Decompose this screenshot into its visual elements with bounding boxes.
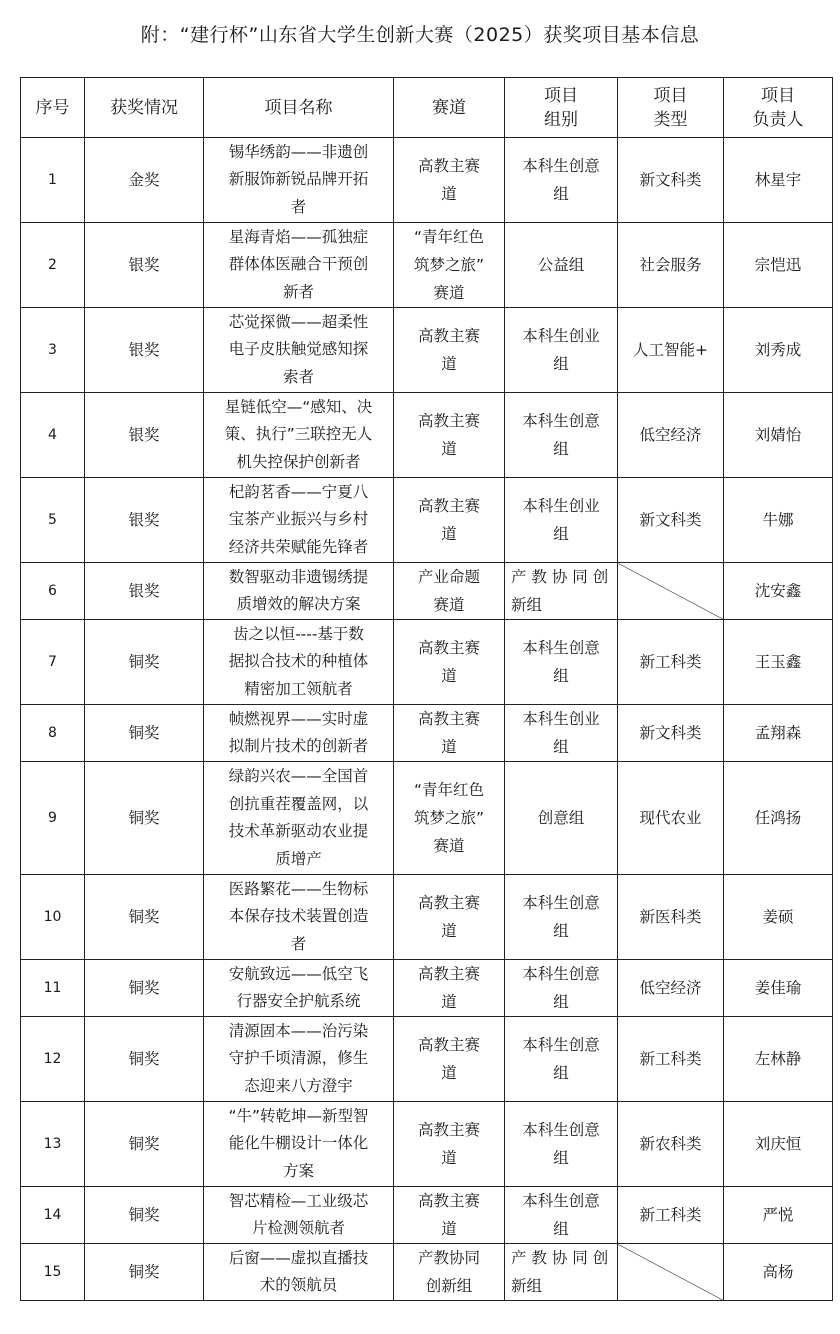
header-group xyxy=(505,78,618,138)
project-type: 人工智能+ xyxy=(618,308,724,393)
project-name-line: 清源固本——治污染 xyxy=(228,1021,369,1040)
award-level: 铜奖 xyxy=(85,875,204,960)
track xyxy=(394,762,505,875)
group-line: 组 xyxy=(553,1220,569,1238)
award-level: 铜奖 xyxy=(85,705,204,762)
project-name-line: 拟制片技术的创新者 xyxy=(228,737,369,755)
project-type: 低空经济 xyxy=(618,960,724,1017)
row-number: 10 xyxy=(21,875,85,960)
project-name-line: 态迎来八方澄宇 xyxy=(244,1076,353,1095)
header-group-line: 项目 xyxy=(544,85,578,106)
header-track: 赛道 xyxy=(394,78,505,138)
project-name xyxy=(204,762,394,875)
group-line: 本科生创意 xyxy=(522,965,600,983)
table-row xyxy=(21,762,833,875)
project-name-line: 质增产 xyxy=(275,849,322,868)
row-number: 2 xyxy=(21,223,85,308)
header-row xyxy=(21,78,833,138)
project-name xyxy=(204,478,394,563)
table-row xyxy=(21,1244,833,1301)
award-level: 银奖 xyxy=(85,393,204,478)
track-line: 道 xyxy=(441,440,457,458)
table-row xyxy=(21,1102,833,1187)
project-type: 新医科类 xyxy=(618,875,724,960)
track-line: 高教主赛 xyxy=(417,894,480,912)
award-level: 铜奖 xyxy=(85,1017,204,1102)
track-line: 高教主赛 xyxy=(417,412,480,430)
group-line: 组 xyxy=(553,993,569,1011)
project-name-line: 医路繁花——生物标 xyxy=(228,879,369,898)
group-line: 本科生创意 xyxy=(522,639,600,657)
group-line: 组 xyxy=(553,355,569,373)
project-group xyxy=(505,960,618,1017)
project-type: 社会服务 xyxy=(618,223,724,308)
project-name-line: 创抗重茬覆盖网，以 xyxy=(228,794,369,813)
table-row xyxy=(21,705,833,762)
project-name xyxy=(204,308,394,393)
project-group xyxy=(505,762,618,875)
track xyxy=(394,478,505,563)
project-name-line: 群体体医融合干预创 xyxy=(228,255,369,274)
project-name-line: 齿之以恒----基于数 xyxy=(233,624,364,643)
award-table xyxy=(20,77,833,1301)
group-line: 组 xyxy=(553,1064,569,1082)
project-name-line: 安航致远——低空飞 xyxy=(228,964,369,983)
project-group xyxy=(505,620,618,705)
project-leader: 刘秀成 xyxy=(724,308,833,393)
project-name-line: 术的领航员 xyxy=(259,1276,338,1294)
table-row xyxy=(21,1017,833,1102)
header-award: 获奖情况 xyxy=(85,78,204,138)
group-line: 新组 xyxy=(511,596,543,614)
track-line: 高教主赛 xyxy=(417,497,480,515)
project-leader: 牛娜 xyxy=(724,478,833,563)
row-number: 3 xyxy=(21,308,85,393)
project-name-line: 行器安全护航系统 xyxy=(236,992,361,1010)
project-name xyxy=(204,563,394,620)
award-level: 银奖 xyxy=(85,223,204,308)
award-level: 铜奖 xyxy=(85,960,204,1017)
row-number: 13 xyxy=(21,1102,85,1187)
track-line: 高教主赛 xyxy=(417,710,480,728)
project-leader: 姜佳瑜 xyxy=(724,960,833,1017)
table-row xyxy=(21,1187,833,1244)
track-line: 道 xyxy=(441,993,457,1011)
project-type: 新工科类 xyxy=(618,620,724,705)
project-name xyxy=(204,138,394,223)
track xyxy=(394,960,505,1017)
award-level: 银奖 xyxy=(85,478,204,563)
group-line: 本科生创意 xyxy=(522,1192,600,1210)
track xyxy=(394,393,505,478)
track xyxy=(394,223,505,308)
group-line: 组 xyxy=(553,667,569,685)
project-group xyxy=(505,875,618,960)
project-group xyxy=(505,1102,618,1187)
project-name xyxy=(204,1017,394,1102)
project-name xyxy=(204,875,394,960)
track-line: 高教主赛 xyxy=(417,639,480,657)
header-no: 序号 xyxy=(21,78,85,138)
page-title: 附：“建行杯”山东省大学生创新大赛（2025）获奖项目基本信息 xyxy=(140,24,700,46)
track xyxy=(394,1244,505,1301)
project-leader: 姜硕 xyxy=(724,875,833,960)
project-name-line: 经济共荣赋能先锋者 xyxy=(228,537,369,556)
table-row xyxy=(21,563,833,620)
project-leader: 林星宇 xyxy=(724,138,833,223)
header-leader-line: 负责人 xyxy=(752,109,804,130)
project-name-line: 本保存技术装置创造 xyxy=(228,907,369,926)
project-name-line: 杞韵茗香——宁夏八 xyxy=(228,482,369,501)
track-line: 高教主赛 xyxy=(417,327,480,345)
row-number: 12 xyxy=(21,1017,85,1102)
project-name-line: 芯觉探微——超柔性 xyxy=(228,312,369,331)
table-row xyxy=(21,393,833,478)
project-type-empty-diagonal xyxy=(618,563,724,620)
table-body xyxy=(21,138,833,1301)
project-group xyxy=(505,705,618,762)
project-name xyxy=(204,960,394,1017)
project-name xyxy=(204,1244,394,1301)
group-line: 产 教 协 同 创 xyxy=(511,568,609,586)
project-group xyxy=(505,223,618,308)
track-line: “青年红色 xyxy=(413,781,485,799)
award-level: 铜奖 xyxy=(85,1244,204,1301)
project-name-line: 策、执行”三联控无人 xyxy=(224,425,373,444)
track-line: 道 xyxy=(441,1149,457,1167)
track-line: 道 xyxy=(441,1064,457,1082)
group-line: 本科生创意 xyxy=(522,1121,600,1139)
group-line: 本科生创意 xyxy=(522,1036,600,1054)
track-line: 道 xyxy=(441,355,457,373)
award-level: 铜奖 xyxy=(85,1187,204,1244)
project-name-line: 后窗——虚拟直播技 xyxy=(228,1248,369,1267)
header-leader xyxy=(724,78,833,138)
project-name-line: 锡华绣韵——非遗创 xyxy=(228,142,369,161)
award-level: 银奖 xyxy=(85,563,204,620)
project-name xyxy=(204,393,394,478)
project-type: 新农科类 xyxy=(618,1102,724,1187)
award-level: 铜奖 xyxy=(85,620,204,705)
group-line: 组 xyxy=(553,185,569,203)
table-row xyxy=(21,875,833,960)
project-group xyxy=(505,478,618,563)
track xyxy=(394,563,505,620)
project-name-line: 电子皮肤触觉感知探 xyxy=(228,340,369,359)
row-number: 1 xyxy=(21,138,85,223)
row-number: 15 xyxy=(21,1244,85,1301)
track xyxy=(394,1017,505,1102)
project-type: 新工科类 xyxy=(618,1017,724,1102)
project-type: 新文科类 xyxy=(618,705,724,762)
header-type-line: 类型 xyxy=(653,109,688,130)
project-name-line: 机失控保护创新者 xyxy=(236,452,361,471)
project-name xyxy=(204,620,394,705)
project-name-line: 数智驱动非遗锡绣提 xyxy=(228,567,369,586)
track xyxy=(394,875,505,960)
track-line: 道 xyxy=(441,922,457,940)
project-name-line: 帧燃视界——实时虚 xyxy=(228,709,369,728)
award-level: 金奖 xyxy=(85,138,204,223)
track-line: 高教主赛 xyxy=(417,1192,480,1210)
project-name-line: 索者 xyxy=(282,367,314,386)
project-group xyxy=(505,1244,618,1301)
group-line: 本科生创业 xyxy=(522,327,600,345)
track-line: 筑梦之旅” xyxy=(413,809,485,827)
project-group xyxy=(505,308,618,393)
header-group-line: 组别 xyxy=(544,109,578,130)
project-leader: 孟翔森 xyxy=(724,705,833,762)
table-row xyxy=(21,308,833,393)
table-row xyxy=(21,960,833,1017)
track-line: 赛道 xyxy=(433,284,465,302)
group-line: 本科生创业 xyxy=(522,710,600,728)
track-line: 高教主赛 xyxy=(417,157,480,175)
project-name-line: 星链低空—“感知、决 xyxy=(224,397,373,416)
table-row xyxy=(21,620,833,705)
group-line: 本科生创意 xyxy=(522,894,600,912)
project-name-line: 守护千顷清源，修生 xyxy=(228,1049,369,1068)
group-line: 公益组 xyxy=(537,256,585,274)
project-leader: 王玉鑫 xyxy=(724,620,833,705)
group-line: 组 xyxy=(553,440,569,458)
track-line: 筑梦之旅” xyxy=(413,256,485,274)
project-leader: 左林静 xyxy=(724,1017,833,1102)
track xyxy=(394,620,505,705)
table-row xyxy=(21,478,833,563)
track xyxy=(394,1102,505,1187)
project-type: 新工科类 xyxy=(618,1187,724,1244)
group-line: 本科生创业 xyxy=(522,497,600,515)
track xyxy=(394,705,505,762)
row-number: 7 xyxy=(21,620,85,705)
project-type: 低空经济 xyxy=(618,393,724,478)
header-type-line: 项目 xyxy=(653,85,688,106)
track-line: 赛道 xyxy=(433,837,465,855)
project-name-line: 方案 xyxy=(282,1161,314,1180)
row-number: 8 xyxy=(21,705,85,762)
project-group xyxy=(505,563,618,620)
track xyxy=(394,1187,505,1244)
row-number: 14 xyxy=(21,1187,85,1244)
group-line: 组 xyxy=(553,922,569,940)
table-row xyxy=(21,223,833,308)
project-name-line: 新者 xyxy=(282,282,314,301)
project-leader: 严悦 xyxy=(724,1187,833,1244)
group-line: 本科生创意 xyxy=(522,157,600,175)
track-line: 道 xyxy=(441,185,457,203)
table-row xyxy=(21,138,833,223)
track-line: 道 xyxy=(441,667,457,685)
row-number: 9 xyxy=(21,762,85,875)
group-line: 新组 xyxy=(511,1277,543,1295)
track-line: “青年红色 xyxy=(413,228,485,246)
project-group xyxy=(505,1017,618,1102)
project-name-line: 绿韵兴农——全国首 xyxy=(228,767,369,785)
row-number: 11 xyxy=(21,960,85,1017)
project-name-line: 新服饰新锐品牌开拓 xyxy=(228,170,369,189)
header-name: 项目名称 xyxy=(204,78,394,138)
row-number: 6 xyxy=(21,563,85,620)
row-number: 5 xyxy=(21,478,85,563)
project-name-line: 星海青焰——孤独症 xyxy=(228,227,369,246)
project-leader: 沈安鑫 xyxy=(724,563,833,620)
track-line: 道 xyxy=(441,1220,457,1238)
project-name xyxy=(204,223,394,308)
project-group xyxy=(505,393,618,478)
project-name-line: 者 xyxy=(290,934,307,953)
project-name-line: 宝茶产业振兴与乡村 xyxy=(228,510,369,529)
group-line: 组 xyxy=(553,525,569,543)
track-line: 道 xyxy=(441,738,457,756)
project-group xyxy=(505,1187,618,1244)
track-line: 高教主赛 xyxy=(417,1121,480,1139)
project-type: 现代农业 xyxy=(618,762,724,875)
project-name xyxy=(204,1102,394,1187)
project-name-line: 技术革新驱动农业提 xyxy=(228,822,369,840)
track-line: 高教主赛 xyxy=(417,1036,480,1054)
group-line: 本科生创意 xyxy=(522,412,600,430)
header-leader-line: 项目 xyxy=(761,85,795,106)
track-line: 产教协同 xyxy=(417,1249,480,1267)
project-leader: 任鸿扬 xyxy=(724,762,833,875)
project-type: 新文科类 xyxy=(618,138,724,223)
project-name xyxy=(204,1187,394,1244)
track-line: 高教主赛 xyxy=(417,965,480,983)
project-name xyxy=(204,705,394,762)
project-name-line: “牛”转乾坤—新型智 xyxy=(228,1106,369,1125)
track xyxy=(394,308,505,393)
project-type: 新文科类 xyxy=(618,478,724,563)
project-type-empty-diagonal xyxy=(618,1244,724,1301)
project-leader: 高杨 xyxy=(724,1244,833,1301)
group-line: 组 xyxy=(553,1149,569,1167)
track-line: 道 xyxy=(441,525,457,543)
project-leader: 宗恺迅 xyxy=(724,223,833,308)
track-line: 赛道 xyxy=(433,596,465,614)
row-number: 4 xyxy=(21,393,85,478)
award-level: 银奖 xyxy=(85,308,204,393)
group-line: 创意组 xyxy=(537,809,585,827)
project-group xyxy=(505,138,618,223)
track-line: 创新组 xyxy=(425,1277,473,1295)
header-type xyxy=(618,78,724,138)
award-level: 铜奖 xyxy=(85,762,204,875)
track-line: 产业命题 xyxy=(417,568,480,586)
project-name-line: 片检测领航者 xyxy=(251,1219,345,1237)
award-level: 铜奖 xyxy=(85,1102,204,1187)
group-line: 组 xyxy=(553,738,569,756)
project-name-line: 质增效的解决方案 xyxy=(236,595,361,613)
project-name-line: 精密加工领航者 xyxy=(244,679,353,698)
track xyxy=(394,138,505,223)
group-line: 产 教 协 同 创 xyxy=(511,1249,609,1267)
project-name-line: 智芯精检—工业级芯 xyxy=(228,1191,369,1210)
project-leader: 刘婧怡 xyxy=(724,393,833,478)
project-name-line: 者 xyxy=(290,197,307,216)
project-name-line: 能化牛棚设计一体化 xyxy=(228,1134,369,1153)
project-name-line: 据拟合技术的种植体 xyxy=(228,652,369,671)
project-leader: 刘庆恒 xyxy=(724,1102,833,1187)
